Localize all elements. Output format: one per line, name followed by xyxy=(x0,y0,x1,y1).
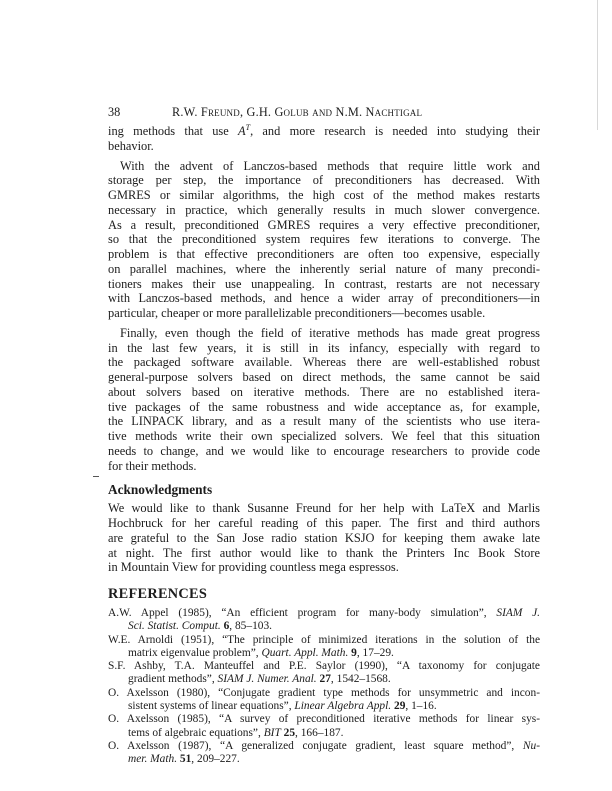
text-run: O. Axelsson (1985), “A survey of preconditioned iterative methods for linear sys- xyxy=(108,713,540,726)
acknowledgments-heading: Acknowledgments xyxy=(108,482,213,498)
text-run: , 209–227. xyxy=(191,753,240,766)
acknowledgments-text xyxy=(108,501,540,575)
paragraph xyxy=(108,124,540,154)
italic-text: SIAM J. xyxy=(496,607,541,619)
text-run: , and more research is needed into studying their xyxy=(250,124,540,138)
text-run: , 1–16. xyxy=(405,700,437,713)
superscript: T xyxy=(245,122,251,132)
italic-text: A xyxy=(238,124,246,138)
text-line: the packaged software available. Whereas there are well-established robust xyxy=(108,355,540,370)
text-line: Hochbruck for her careful reading of this paper. The first and third authors xyxy=(108,516,540,530)
bold-text: 51 xyxy=(179,753,192,766)
text-line: With the advent of Lanczos-based methods that require little work and xyxy=(120,158,540,173)
text-line xyxy=(108,687,540,700)
reference-entry xyxy=(108,713,540,740)
text-line: We would like to thank Susanne Freund for her help with LaTeX and Marlis xyxy=(108,501,540,516)
text-run: A.W. Appel (1985), “An efficient program for many-body simulation”, xyxy=(108,607,497,619)
bold-text: 9 xyxy=(351,646,357,659)
text-run: S.F. Ashby, T.A. Manteuffel and P.E. Saylor (1990), “A taxonomy for conjugate xyxy=(108,660,540,673)
italic-text: Sci. Statist. Comput. xyxy=(128,620,221,633)
text-line: particular, cheaper or more parallelizable preconditioners—becomes usable. xyxy=(108,306,486,320)
text-line: the LINPACK library, and as a result many of the scientists who use itera- xyxy=(108,414,540,429)
italic-text: Quart. Appl. Math. xyxy=(261,646,349,659)
italic-text: SIAM J. Numer. Anal. xyxy=(217,673,317,686)
text-line xyxy=(108,634,540,647)
text-run: sistent systems of linear equations”, xyxy=(128,700,295,713)
text-line: at night. The first author would like to thank the Printers Inc Book Store xyxy=(108,545,540,560)
text-line: tive methods write their own specialized solvers. We feel that this situation xyxy=(108,429,540,443)
text-run: matrix eigenvalue problem”, xyxy=(128,646,262,659)
running-header xyxy=(108,104,540,124)
text-line: general-purpose solvers based on direct methods, the same cannot be said xyxy=(108,370,540,384)
text-line: tioners makes their use unappealing. In contrast, restarts are not necessary xyxy=(108,276,540,291)
bold-text: 25 xyxy=(283,726,296,739)
text-line: needs to change, and we would like to encourage researchers to provide code xyxy=(108,443,540,458)
text-line: behavior. xyxy=(108,138,154,153)
text-line xyxy=(108,660,540,673)
bold-text: 27 xyxy=(319,673,331,686)
text-line: with Lanczos-based methods, and hence a wider array of preconditioners—in xyxy=(108,291,540,306)
text-run: , 85–103. xyxy=(229,620,272,633)
paper-page xyxy=(108,104,540,767)
reference-entry xyxy=(108,740,540,767)
italic-text: Nu- xyxy=(522,739,540,752)
text-run: , 1542–1568. xyxy=(330,673,391,686)
paragraph xyxy=(108,159,540,321)
bold-text: 6 xyxy=(223,620,230,633)
margin-mark xyxy=(93,476,99,477)
text-line: so that the preconditioned system requires few iterations to converge. The xyxy=(108,232,540,247)
text-line xyxy=(108,713,540,726)
italic-text: mer. Math. xyxy=(128,753,178,766)
references-heading: REFERENCES xyxy=(108,586,208,602)
italic-text: BIT xyxy=(263,726,281,739)
text-line xyxy=(108,727,540,740)
text-line: about solvers based on iterative methods. There are no established itera- xyxy=(108,384,540,399)
text-run: , 166–187. xyxy=(295,726,344,739)
text-line: Finally, even though the field of iterative methods has made great progress xyxy=(120,325,540,340)
text-line: storage per step, the importance of preconditioners has decreased. With xyxy=(108,173,540,188)
text-line: in Mountain View for providing countless mega espressos. xyxy=(108,560,399,575)
paragraph xyxy=(108,326,540,474)
text-line xyxy=(108,124,540,139)
text-run: tems of algebraic equations”, xyxy=(128,726,264,739)
text-line: problem is that effective preconditioners are often too expensive, especially xyxy=(108,247,540,261)
reference-entry xyxy=(108,660,540,687)
text-line: are grateful to the San Jose radio station KSJO for keeping them awake late xyxy=(108,530,540,545)
text-line: As a result, preconditioned GMRES requires a very effective preconditioner, xyxy=(108,217,540,232)
text-run: ing methods that use xyxy=(108,124,239,138)
text-run: , 17–29. xyxy=(356,646,394,659)
text-line xyxy=(108,647,540,660)
reference-entry xyxy=(108,607,540,634)
text-line: GMRES or similar algorithms, the high cost of the method makes restarts xyxy=(108,188,540,202)
text-line xyxy=(108,607,540,620)
text-line xyxy=(108,700,540,713)
scan-edge xyxy=(597,0,598,130)
references-list xyxy=(108,607,540,767)
reference-entry xyxy=(108,687,540,714)
text-line: necessary in practice, which generally results in much slower convergence. xyxy=(108,202,540,217)
italic-text: Linear Algebra Appl. xyxy=(294,700,392,713)
page-number: 38 xyxy=(108,105,121,119)
text-line xyxy=(108,753,540,766)
text-line: on parallel machines, where the inherently serial nature of many precondi- xyxy=(108,261,540,276)
text-line xyxy=(108,620,540,633)
text-line: for their methods. xyxy=(108,458,197,473)
text-line xyxy=(108,673,540,686)
bold-text: 29 xyxy=(394,700,406,713)
reference-entry xyxy=(108,634,540,661)
text-line: tive packages of the same robustness and wide acceptance as, for example, xyxy=(108,399,540,414)
body-text xyxy=(108,124,540,473)
text-run: W.E. Arnoldi (1951), “The principle of minimized iterations in the solution of the xyxy=(108,633,540,646)
running-header-authors: R.W. Freund, G.H. Golub and N.M. Nachtigal xyxy=(172,105,423,119)
text-run: O. Axelsson (1987), “A generalized conjugate gradient, least square method”, xyxy=(108,739,523,752)
text-run: O. Axelsson (1980), “Conjugate gradient type methods for unsymmetric and incon- xyxy=(108,686,540,699)
text-run: gradient methods”, xyxy=(128,673,218,686)
text-line xyxy=(108,740,540,753)
text-line: in the last few years, it is still in its infancy, especially with regard to xyxy=(108,340,540,355)
